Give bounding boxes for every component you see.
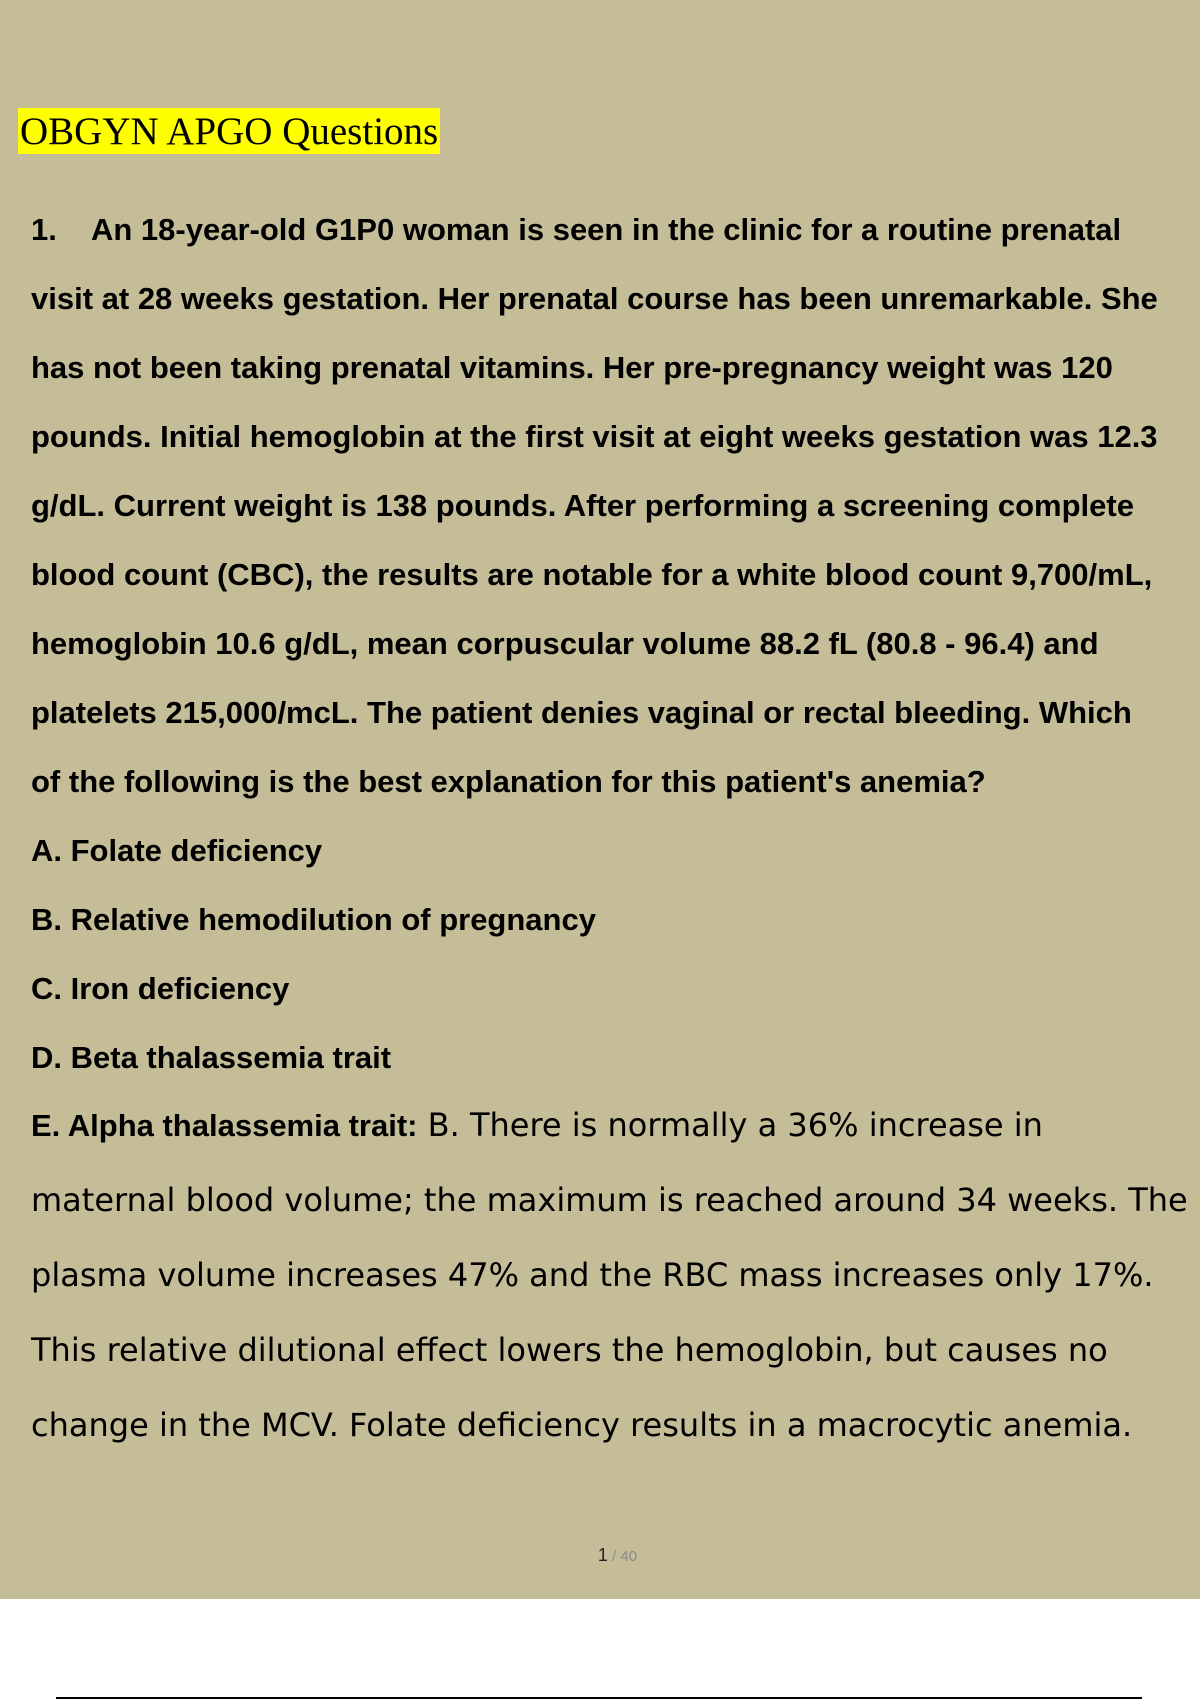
question-stem-line: has not been taking prenatal vitamins. Her pre-pregnancy weight was 120 [31, 350, 1113, 385]
document-title: OBGYN APGO Questions [20, 110, 439, 153]
page-indicator [0, 1544, 1200, 1568]
next-page-divider [56, 1697, 1142, 1699]
page-indicator-total: 40 [620, 1548, 638, 1565]
question-stem-line: of the following is the best explanation for this patient's anemia? [31, 764, 986, 799]
answer-option-d: D. Beta thalassemia trait [31, 1040, 392, 1075]
answer-option-e: E. Alpha thalassemia trait: [31, 1108, 418, 1143]
answer-option-c: C. Iron deficiency [31, 971, 290, 1006]
question-stem-line: pounds. Initial hemoglobin at the first visit at eight weeks gestation was 12.3 [31, 419, 1158, 454]
question-stem-line: An 18-year-old G1P0 woman is seen in the clinic for a routine prenatal [91, 212, 1122, 247]
question-stem-line: g/dL. Current weight is 138 pounds. After performing a screening complete [31, 488, 1134, 523]
question-number: 1. [31, 212, 57, 247]
answer-explanation-line: plasma volume increases 47% and the RBC mass increases only 17%. [31, 1256, 1154, 1294]
answer-explanation-line: B. There is normally a 36% increase in [417, 1106, 1043, 1144]
question-stem-line: hemoglobin 10.6 g/dL, mean corpuscular volume 88.2 fL (80.8 - 96.4) and [31, 626, 1099, 661]
answer-explanation-line: maternal blood volume; the maximum is reached around 34 weeks. The [31, 1181, 1188, 1219]
question-stem-line: platelets 215,000/mcL. The patient denies vaginal or rectal bleeding. Which [31, 695, 1132, 730]
page-indicator-separator: / [607, 1548, 621, 1565]
question-stem-line: visit at 28 weeks gestation. Her prenatal course has been unremarkable. She [31, 281, 1158, 316]
question-stem-line: blood count (CBC), the results are notable for a white blood count 9,700/mL, [31, 557, 1153, 592]
answer-explanation-line: change in the MCV. Folate deficiency results in a macrocytic anemia. [31, 1406, 1133, 1444]
answer-option-b: B. Relative hemodilution of pregnancy [31, 902, 596, 937]
answer-explanation-line: This relative dilutional effect lowers the hemoglobin, but causes no [31, 1331, 1108, 1369]
answer-option-a: A. Folate deficiency [31, 833, 323, 868]
question-first-line [31, 210, 1200, 250]
answer-option-e-line [31, 1105, 1200, 1146]
page-indicator-current: 1 [597, 1545, 608, 1565]
